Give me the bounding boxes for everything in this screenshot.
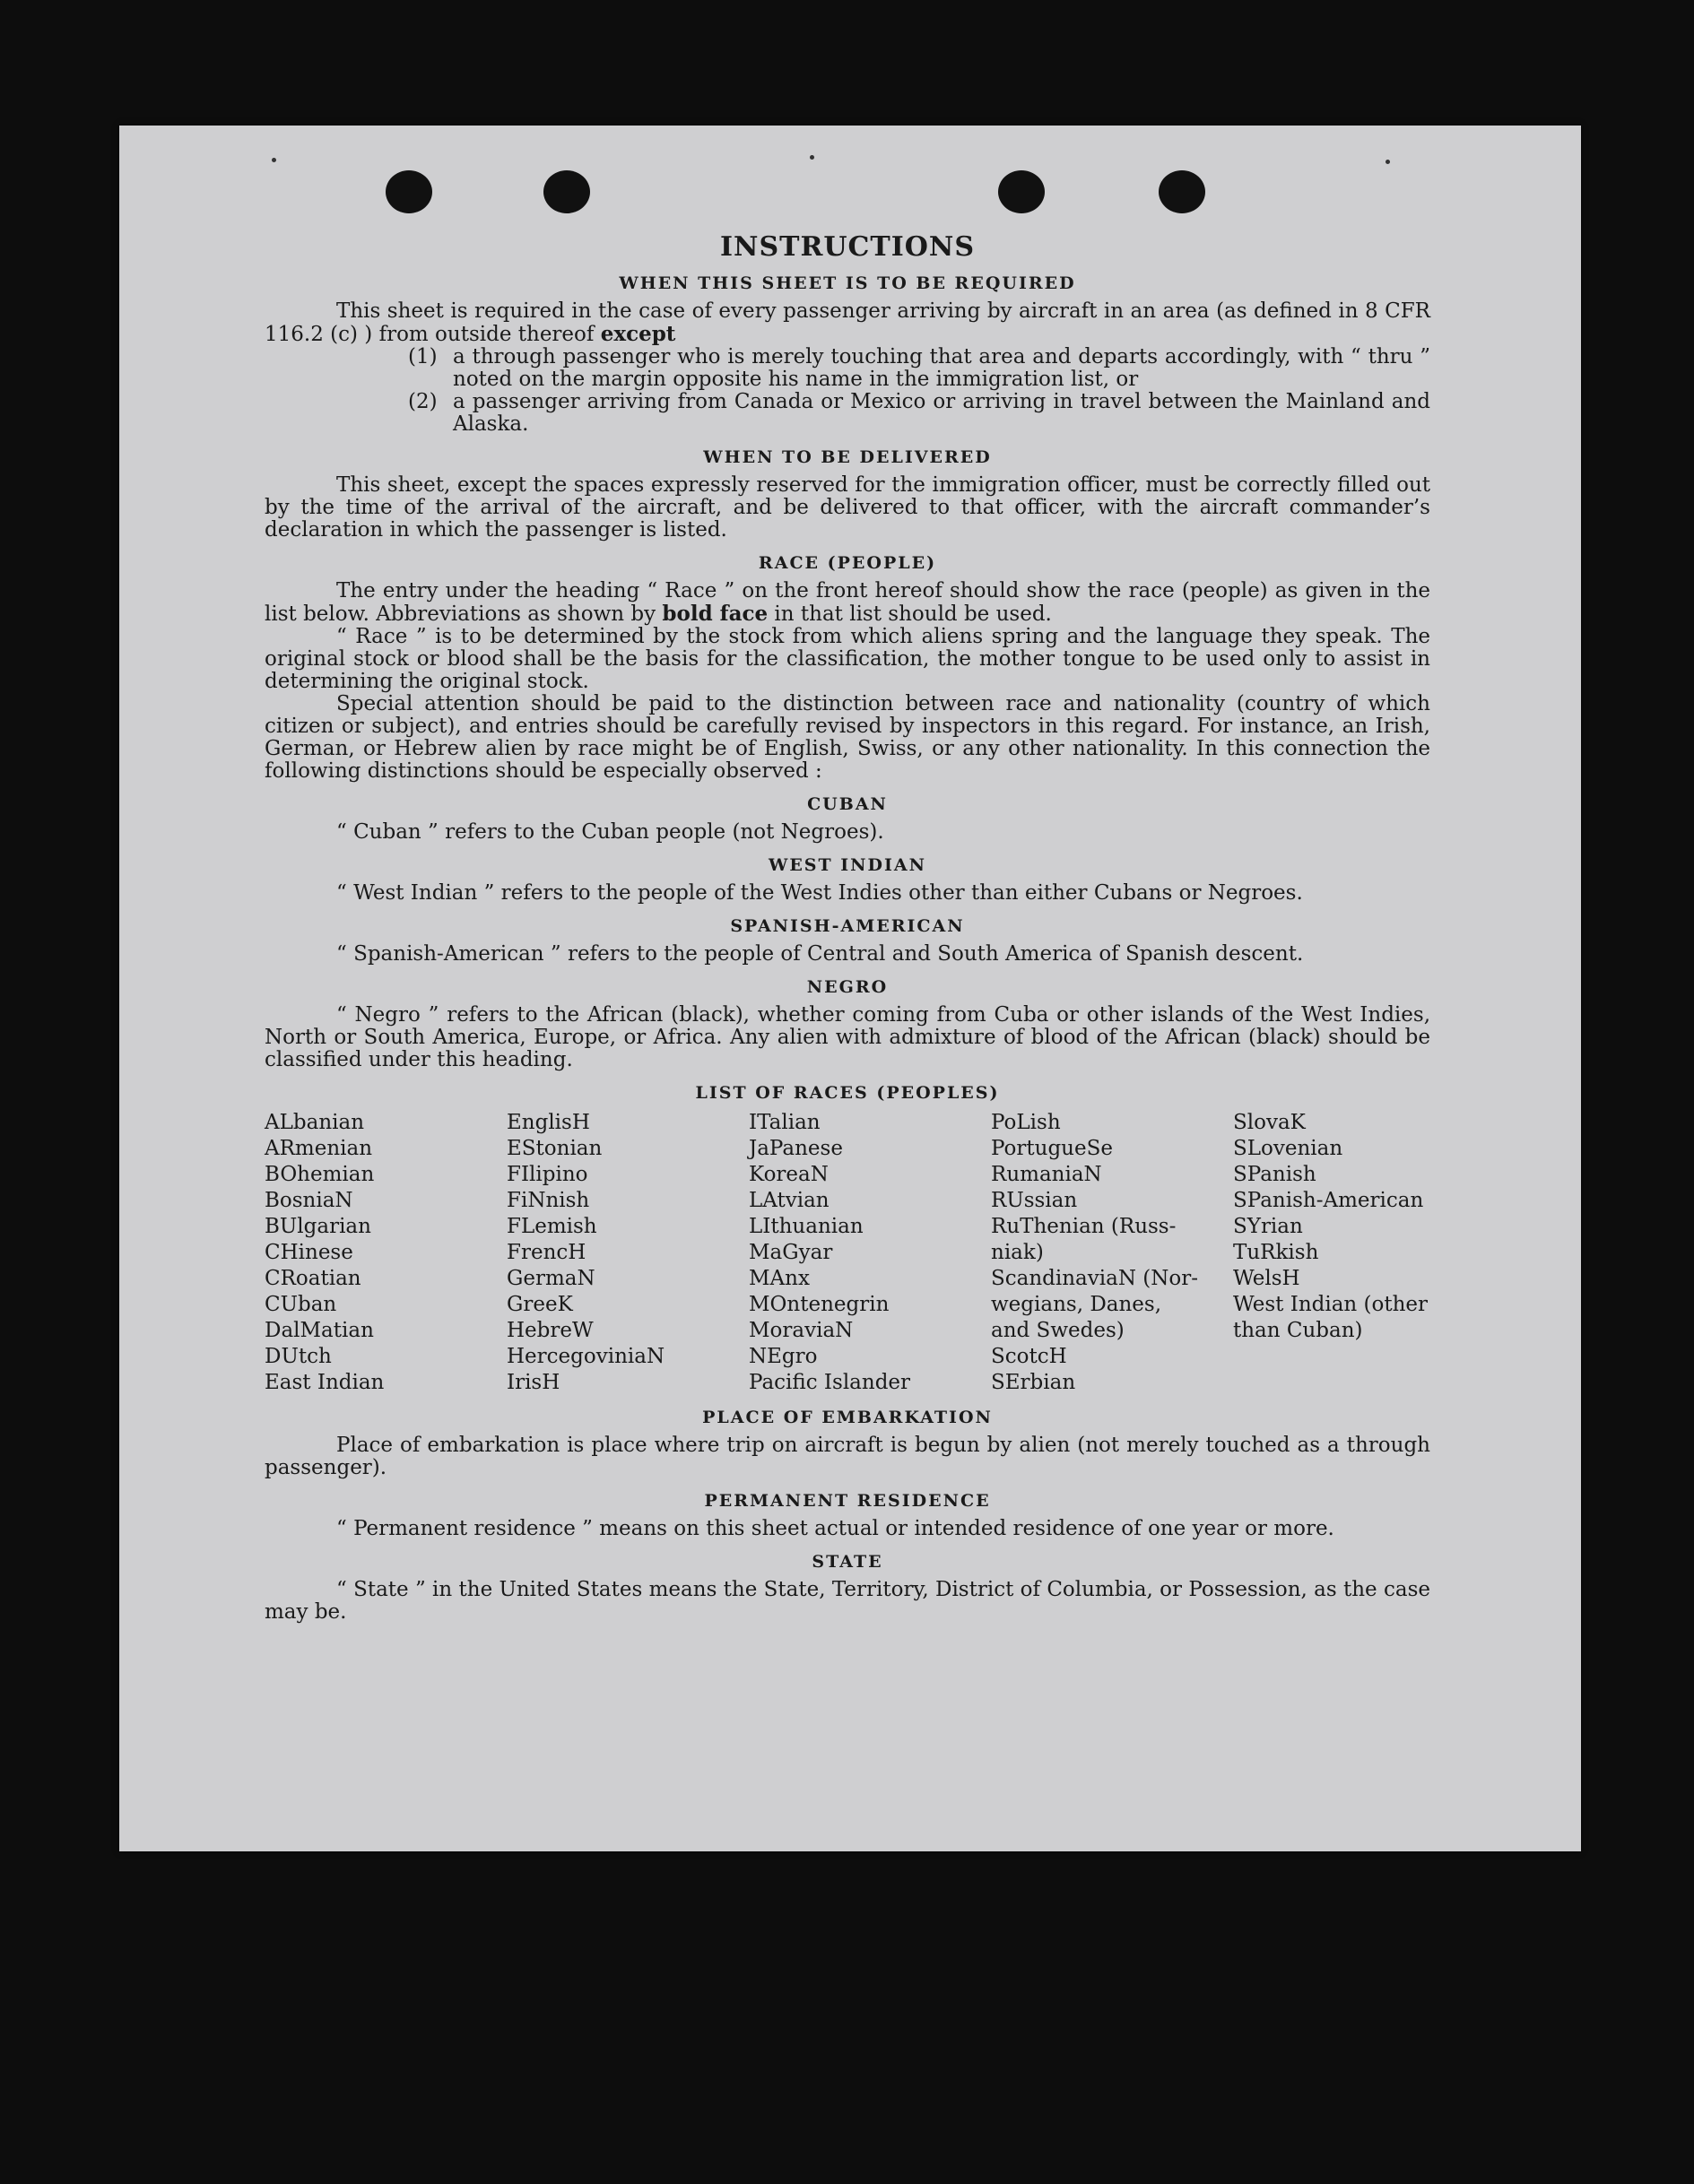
when-required-intro: This sheet is required in the case of every passenger arriving by aircraft in an area (as defined in 8 CFR 116.2 (c) ) from outside thereof except <box>265 299 1430 346</box>
heading-west-indian: WEST INDIAN <box>768 855 927 875</box>
race-entry: ScandinaviaN (Nor- <box>991 1267 1198 1290</box>
punch-hole <box>386 170 432 213</box>
speck <box>272 158 276 162</box>
race-entry: East Indian <box>265 1371 385 1394</box>
document-sheet <box>119 126 1581 1851</box>
residence-text: “ Permanent residence ” means on this sheet actual or intended residence of one year or more. <box>336 1517 1334 1540</box>
race-entry: FrencH <box>507 1241 586 1264</box>
race-entry: SYrian <box>1233 1215 1303 1238</box>
speck <box>810 155 814 160</box>
race-entry: GermaN <box>507 1267 595 1290</box>
race-entry: BOhemian <box>265 1163 375 1186</box>
race-entry: BUlgarian <box>265 1215 371 1238</box>
race-entry: LIthuanian <box>749 1215 864 1238</box>
state-text: “ State ” in the United States means the State, Territory, District of Columbia, or Possession, as the case may be. <box>265 1578 1430 1624</box>
heading-when-required: WHEN THIS SHEET IS TO BE REQUIRED <box>619 273 1076 293</box>
exception-item-2: (2) a passenger arriving from Canada or Mexico or arriving in travel between the Mainland and Alaska. <box>408 390 1430 436</box>
heading-cuban: CUBAN <box>807 794 888 814</box>
race-entry: NEgro <box>749 1345 818 1368</box>
race-entry: than Cuban) <box>1233 1319 1363 1342</box>
race-entry: WelsH <box>1233 1267 1300 1290</box>
speck <box>1386 160 1390 164</box>
race-entry: SPanish <box>1233 1163 1316 1186</box>
race-entry: CHinese <box>265 1241 353 1264</box>
race-entry: EStonian <box>507 1137 603 1160</box>
punch-hole <box>998 170 1045 213</box>
race-entry: HercegoviniaN <box>507 1345 665 1368</box>
race-entry: ITalian <box>749 1111 821 1134</box>
race-entry: wegians, Danes, <box>991 1293 1162 1316</box>
race-entry: DUtch <box>265 1345 332 1368</box>
cuban-text: “ Cuban ” refers to the Cuban people (not Negroes). <box>336 820 884 844</box>
race-entry: FIlipino <box>507 1163 588 1186</box>
race-entry: West Indian (other <box>1233 1293 1429 1316</box>
race-entry: TuRkish <box>1233 1241 1319 1264</box>
heading-spanish-american: SPANISH-AMERICAN <box>730 916 965 936</box>
race-entry: RumaniaN <box>991 1163 1102 1186</box>
heading-residence: PERMANENT RESIDENCE <box>704 1491 991 1511</box>
race-entry: SErbian <box>991 1371 1076 1394</box>
exception-item-1: (1) a through passenger who is merely touching that area and departs accordingly, with “ thru ” noted on the margin opposite his name in the immigration list, or <box>408 345 1430 391</box>
race-entry: CUban <box>265 1293 337 1316</box>
page-title: INSTRUCTIONS <box>720 231 975 263</box>
race-entry: RuThenian (Russ- <box>991 1215 1177 1238</box>
race-entry: MaGyar <box>749 1241 833 1264</box>
race-entry: EnglisH <box>507 1111 590 1134</box>
spanish-american-text: “ Spanish-American ” refers to the people of Central and South America of Spanish descent. <box>336 942 1304 966</box>
race-entry: MoraviaN <box>749 1319 854 1342</box>
heading-negro: NEGRO <box>806 977 889 997</box>
race-entry: DalMatian <box>265 1319 374 1342</box>
race-entry: CRoatian <box>265 1267 361 1290</box>
races-column <box>507 1110 749 1396</box>
race-entry: KoreaN <box>749 1163 829 1186</box>
punch-hole <box>543 170 590 213</box>
race-entry: FLemish <box>507 1215 597 1238</box>
race-paragraph-2: “ Race ” is to be determined by the stock from which aliens spring and the language they speak. The original stock or blood shall be the basis for the classification, the mother tongue to be used only to assist in determining the original stock. <box>265 625 1430 693</box>
race-entry: BosniaN <box>265 1189 353 1212</box>
race-entry: SPanish-American <box>1233 1189 1424 1212</box>
heading-embarkation: PLACE OF EMBARKATION <box>702 1408 993 1427</box>
race-entry: ScotcH <box>991 1345 1067 1368</box>
race-entry: ALbanian <box>265 1111 365 1134</box>
race-entry: RUssian <box>991 1189 1078 1212</box>
races-list <box>265 1110 1430 1396</box>
race-paragraph-3: Special attention should be paid to the distinction between race and nationality (country of which citizen or subject), and entries should be carefully revised by inspectors in this regard. For instance, an Irish, German, or Hebrew alien by race might be of English, Swiss, or any other nationality. In this connection the following distinctions should be especially observed : <box>265 692 1430 783</box>
race-entry: IrisH <box>507 1371 560 1394</box>
race-entry: FiNnish <box>507 1189 590 1212</box>
heading-when-delivered: WHEN TO BE DELIVERED <box>703 447 992 467</box>
race-entry: SlovaK <box>1233 1111 1306 1134</box>
race-entry: GreeK <box>507 1293 573 1316</box>
heading-list-of-races: LIST OF RACES (PEOPLES) <box>695 1083 1000 1103</box>
race-entry: LAtvian <box>749 1189 830 1212</box>
race-paragraph-1: The entry under the heading “ Race ” on the front hereof should show the race (people) as given in the list below. Abbreviations as shown by bold face in that list should be used. <box>265 579 1430 626</box>
embarkation-text: Place of embarkation is place where trip on aircraft is begun by alien (not merely touched as a through passenger). <box>265 1434 1430 1479</box>
race-entry: Pacific Islander <box>749 1371 911 1394</box>
race-entry: niak) <box>991 1241 1044 1264</box>
races-column <box>991 1110 1233 1396</box>
race-entry: PoLish <box>991 1111 1061 1134</box>
races-column <box>265 1110 507 1396</box>
race-entry: HebreW <box>507 1319 594 1342</box>
races-column <box>1233 1110 1430 1396</box>
races-column <box>749 1110 991 1396</box>
race-entry: SLovenian <box>1233 1137 1343 1160</box>
race-entry: MAnx <box>749 1267 810 1290</box>
punch-hole <box>1159 170 1205 213</box>
heading-state: STATE <box>812 1552 883 1572</box>
race-entry: ARmenian <box>265 1137 373 1160</box>
west-indian-text: “ West Indian ” refers to the people of the West Indies other than either Cubans or Negroes. <box>336 881 1303 905</box>
instructions-content <box>265 233 1430 1624</box>
heading-race: RACE (PEOPLE) <box>758 553 937 573</box>
when-delivered-text: This sheet, except the spaces expressly reserved for the immigration officer, must be correctly filled out by the time of the arrival of the aircraft, and be delivered to that officer, with the aircraft commander’s declaration in which the passenger is listed. <box>265 473 1430 542</box>
negro-text: “ Negro ” refers to the African (black), whether coming from Cuba or other islands of the West Indies, North or South America, Europe, or Africa. Any alien with admixture of blood of the African (black) should be classified under this heading. <box>265 1003 1430 1071</box>
race-entry: PortugueSe <box>991 1137 1113 1160</box>
race-entry: JaPanese <box>749 1137 843 1160</box>
race-entry: MOntenegrin <box>749 1293 890 1316</box>
race-entry: and Swedes) <box>991 1319 1125 1342</box>
